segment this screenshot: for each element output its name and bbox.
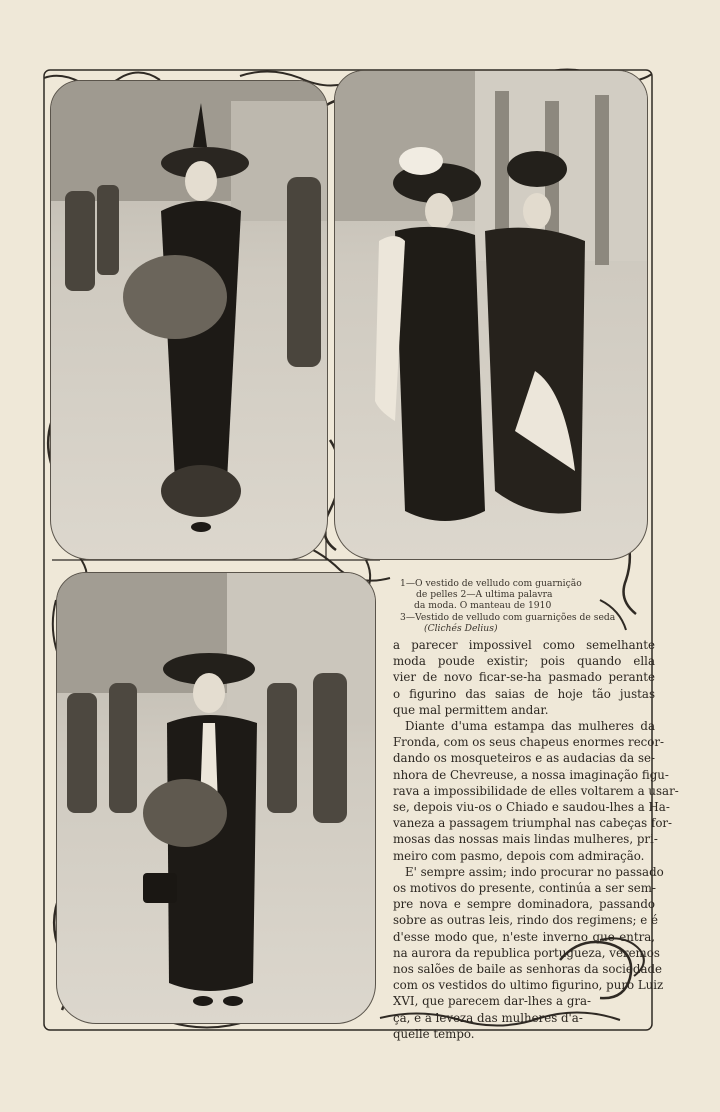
paragraph-2: [393, 718, 679, 864]
caption-line: de pelles 2—A ultima palavra: [416, 589, 553, 601]
text-line: sobre as outras leis, rindo dos regimens; e é: [393, 913, 658, 928]
article-text: [393, 637, 679, 1042]
text-line: quelle tempo.: [393, 1026, 475, 1041]
text-line: o figurino das saias de hoje tão justas: [393, 686, 655, 701]
caption-line: da moda. O manteau de 1910: [414, 600, 552, 612]
text-line: a parecer impossivel como semelhante: [393, 638, 655, 652]
photo-caption: [400, 578, 622, 634]
text-line: que mal permittem andar.: [393, 702, 549, 717]
text-line: Fronda, com os seus chapeus enormes recor-: [393, 735, 665, 750]
photo-latest-fashion-1910: [334, 70, 648, 560]
caption-line: 3—Vestido de velludo com guarnições de seda: [400, 611, 616, 623]
text-line: nhora de Chevreuse, a nossa imaginação figu-: [393, 767, 669, 782]
photo-velvet-dress-silk: [56, 572, 376, 1024]
text-line: na aurora da republica portugueza, veremos: [393, 945, 660, 960]
text-line: nos salões de baile as senhoras da sociedade: [393, 962, 663, 977]
text-line: se, depois viu-os o Chiado e saudou-lhes a Ha-: [393, 800, 670, 815]
paragraph-3: [393, 864, 664, 1042]
text-line: ça, e a leveza das mulheres d'a-: [393, 1010, 583, 1025]
text-line: rava a impossibilidade de elles voltarem a usar-: [393, 783, 679, 798]
text-line: XVI, que parecem dar-lhes a gra-: [393, 994, 592, 1009]
text-line: vaneza a passagem triumphal nas cabeças for-: [393, 816, 673, 831]
caption-line: 1—O vestido de velludo com guarnição: [400, 578, 582, 589]
text-line: mosas das nossas mais lindas mulheres, pri-: [393, 832, 658, 847]
text-line: E' sempre assim; indo procurar no passado: [405, 864, 664, 879]
text-line: pre nova e sempre dominadora, passando: [393, 897, 655, 912]
photo-velvet-dress-fur: [50, 80, 328, 560]
text-line: meiro com pasmo, depois com admiração.: [393, 848, 645, 863]
text-line: vier de novo ficar-se-ha pasmado perante: [393, 670, 655, 685]
paragraph-1: [393, 637, 655, 718]
text-line: moda poude existir; pois quando ella: [393, 654, 655, 669]
text-line: com os vestidos do ultimo figurino, puro Luiz: [393, 978, 664, 993]
text-line: os motivos do presente, continúa a ser sem-: [393, 881, 656, 896]
caption-credit: (Clichés Delius): [424, 622, 498, 634]
text-line: d'esse modo que, n'este inverno que entra,: [393, 929, 655, 944]
text-line: Diante d'uma estampa das mulheres da: [405, 719, 655, 734]
text-line: dando os mosqueteiros e as audacias da se-: [393, 751, 655, 766]
